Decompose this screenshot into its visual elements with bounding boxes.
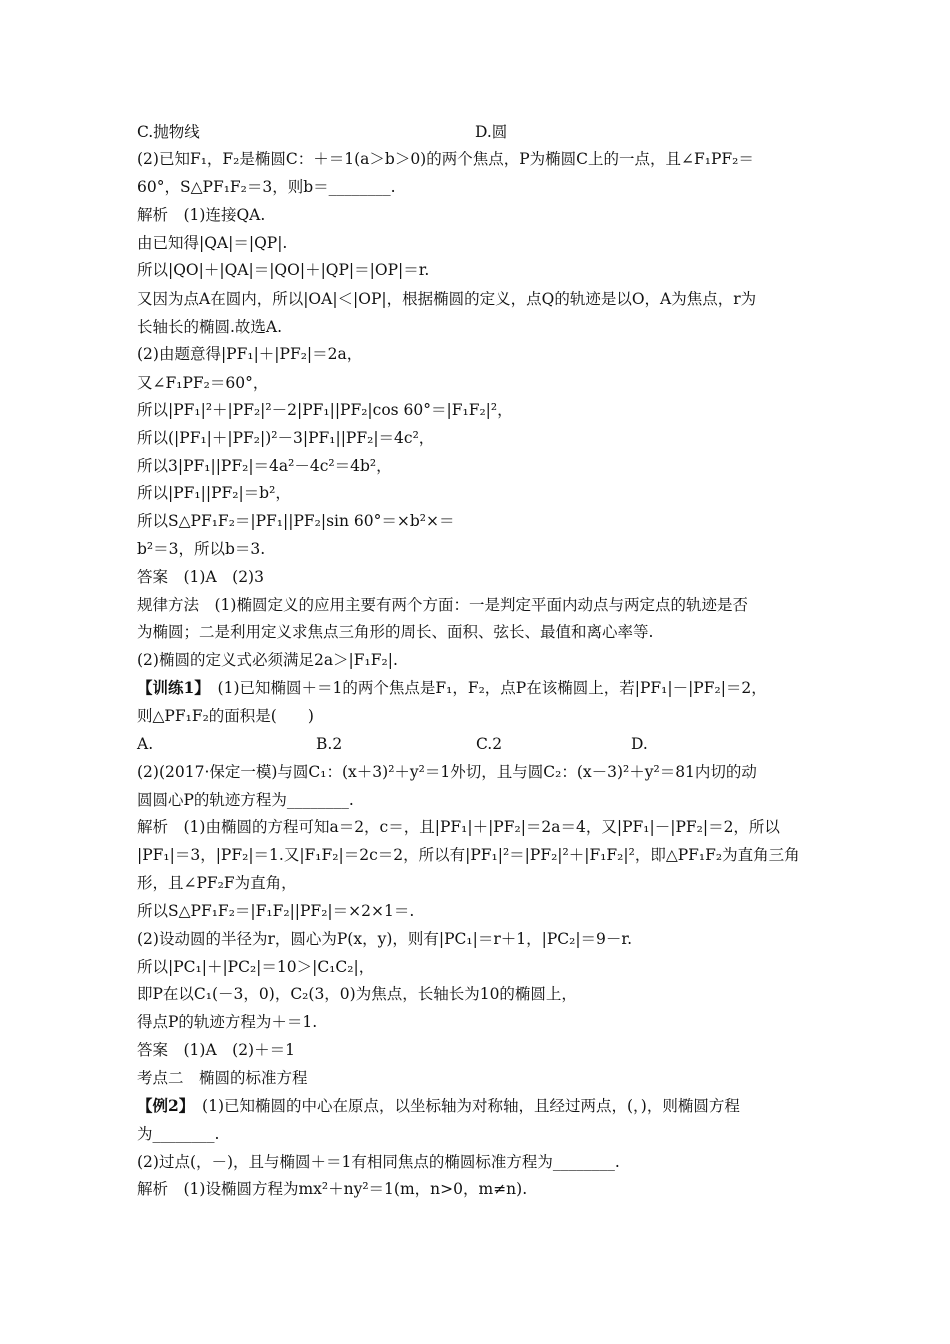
text-line: 解析 (1)连接QA.: [137, 206, 266, 224]
text-line: 得点P的轨迹方程为＋＝1.: [137, 1013, 318, 1031]
text-line: 所以S△PF₁F₂＝|F₁F₂||PF₂|＝×2×1＝.: [137, 902, 415, 920]
option-d: D.圆: [475, 123, 508, 141]
text-line: 又∠F₁PF₂＝60°，: [137, 374, 269, 392]
text-line: 由已知得|QA|＝|QP|.: [137, 234, 288, 252]
example-text: (1)已知椭圆的中心在原点，以坐标轴为对称轴，且经过两点，(，)，则椭圆方程: [186, 1097, 740, 1115]
text-line: (2)(2017·保定一模)与圆C₁：(x＋3)²＋y²＝1外切，且与圆C₂：(x－3)²＋y²＝81内切的动: [137, 763, 757, 781]
text-line: 60°，S△PF₁F₂＝3，则b＝________.: [137, 178, 396, 196]
text-line: 所以3|PF₁||PF₂|＝4a²－4c²＝4b²，: [137, 457, 392, 475]
training-text: (1)已知椭圆＋＝1的两个焦点是F₁，F₂，点P在该椭圆上，若|PF₁|－|PF₂|＝2，: [202, 679, 767, 697]
text-line: (2)过点(，－)，且与椭圆＋＝1有相同焦点的椭圆标准方程为________.: [137, 1153, 620, 1171]
text-line: (2)设动圆的半径为r，圆心为P(x，y)，则有|PC₁|＝r＋1，|PC₂|＝9－r.: [137, 930, 633, 948]
text-line: 所以|PC₁|＋|PC₂|＝10＞|C₁C₂|，: [137, 958, 375, 976]
text-line: 解析 (1)由椭圆的方程可知a＝2，c＝，且|PF₁|＋|PF₂|＝2a＝4，又|PF₁|－|PF₂|＝2，所以: [137, 818, 780, 836]
training-tag: 【训练1】: [137, 678, 203, 697]
answer-line: 答案 (1)A (2)＋＝1: [137, 1041, 295, 1059]
text-line: 圆圆心P的轨迹方程为________.: [137, 791, 354, 809]
text-line: 为椭圆；二是利用定义求焦点三角形的周长、面积、弦长、最值和离心率等.: [137, 623, 654, 641]
text-line: |PF₁|＝3，|PF₂|＝1.又|F₁F₂|＝2c＝2，所以有|PF₁|²＝|PF₂|²＋|F₁F₂|²，即△PF₁F₂为直角三角: [137, 846, 800, 864]
text-line: 又因为点A在圆内，所以|OA|＜|OP|，根据椭圆的定义，点Q的轨迹是以O，A为焦点，r为: [137, 290, 757, 308]
option-c: C.2: [476, 735, 503, 753]
text-line: 为________.: [137, 1125, 220, 1143]
text-line: (2)由题意得|PF₁|＋|PF₂|＝2a，: [137, 345, 363, 363]
text-line: 所以|PF₁||PF₂|＝b²，: [137, 484, 291, 502]
text-line: 所以|QO|＋|QA|＝|QO|＋|QP|＝|OP|＝r.: [137, 261, 430, 279]
example-2-heading: [137, 1095, 827, 1117]
text-line: 所以|PF₁|²＋|PF₂|²－2|PF₁||PF₂|cos 60°＝|F₁F₂|²，: [137, 401, 513, 419]
text-line: 所以(|PF₁|＋|PF₂|)²－3|PF₁||PF₂|＝4c²，: [137, 429, 435, 447]
text-line: 则△PF₁F₂的面积是( ): [137, 707, 314, 725]
option-a: A.: [137, 735, 154, 753]
text-line: (2)已知F₁，F₂是椭圆C：＋＝1(a＞b＞0)的两个焦点，P为椭圆C上的一点，且∠F₁PF₂＝: [137, 150, 754, 168]
text-line: 解析 (1)设椭圆方程为mx²＋ny²＝1(m，n>0，m≠n).: [137, 1180, 528, 1198]
section-heading: 考点二 椭圆的标准方程: [137, 1069, 308, 1087]
text-line: 形，且∠PF₂F为直角，: [137, 874, 297, 892]
option-b: B.2: [316, 735, 343, 753]
text-line: (2)椭圆的定义式必须满足2a＞|F₁F₂|.: [137, 651, 398, 669]
text-line: 规律方法 (1)椭圆定义的应用主要有两个方面：一是判定平面内动点与两定点的轨迹是否: [137, 596, 748, 614]
training-1-heading: [137, 677, 827, 699]
option-c: C.抛物线: [137, 123, 200, 141]
text-line: 长轴长的椭圆.故选A.: [137, 318, 283, 336]
example-tag: 【例2】: [137, 1096, 187, 1115]
text-line: 所以S△PF₁F₂＝|PF₁||PF₂|sin 60°＝×b²×＝: [137, 512, 455, 530]
option-d: D.: [631, 735, 648, 753]
text-line: b²＝3，所以b＝3.: [137, 540, 266, 558]
answer-line: 答案 (1)A (2)3: [137, 568, 264, 586]
text-line: 即P在以C₁(－3，0)，C₂(3，0)为焦点，长轴长为10的椭圆上，: [137, 985, 577, 1003]
